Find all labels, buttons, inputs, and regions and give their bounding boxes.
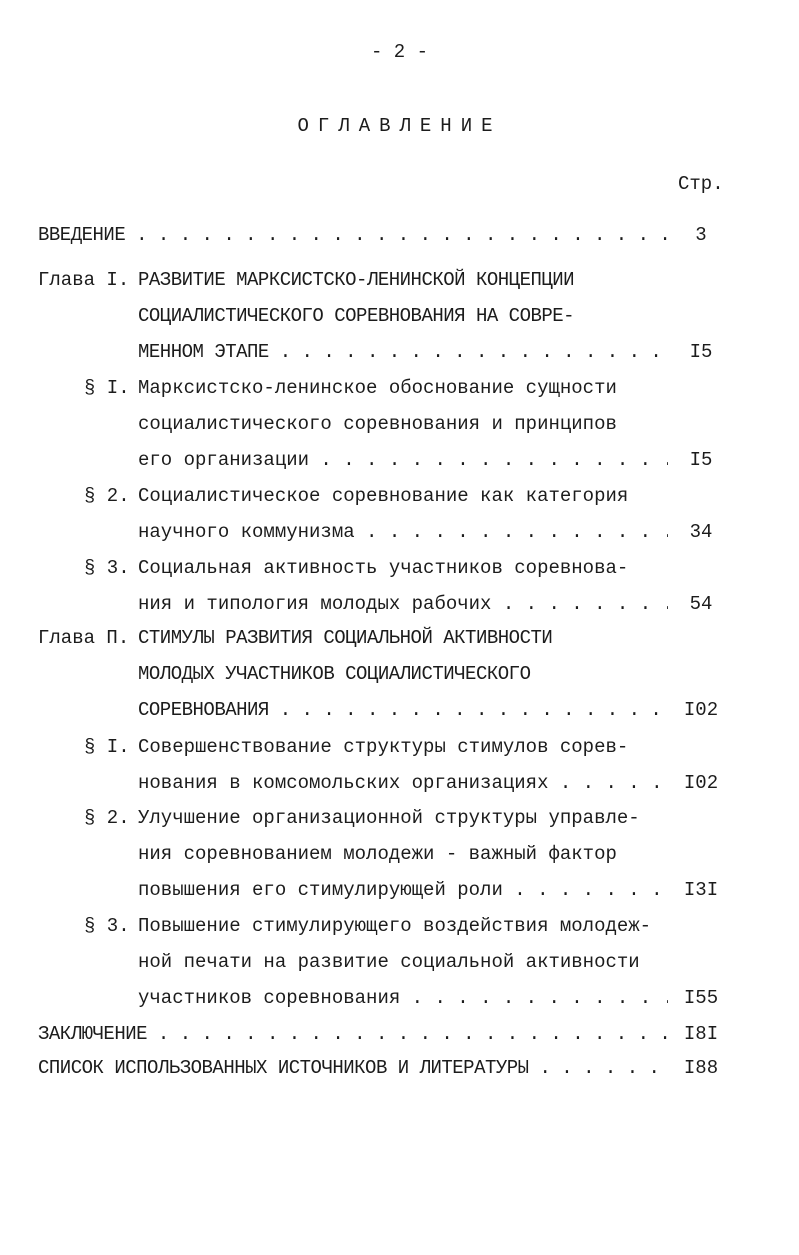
chapter-label: Глава I.: [38, 269, 130, 291]
chapter-title-line: СТИМУЛЫ РАЗВИТИЯ СОЦИАЛЬНОЙ АКТИВНОСТИ: [138, 627, 553, 649]
section-label: § 3.: [84, 915, 130, 937]
section-label: § 2.: [84, 485, 130, 507]
toc-entry-ch2-section-1[interactable]: [138, 771, 668, 795]
section-title-line: Социальная активность участников соревнова-: [138, 557, 629, 579]
section-title-line: ной печати на развитие социальной активности: [138, 951, 640, 973]
section-label: § I.: [84, 736, 130, 758]
chapter-label: Глава П.: [38, 627, 130, 649]
section-title-line: повышения его стимулирующей роли: [138, 879, 503, 901]
entry-title: СПИСОК ИСПОЛЬЗОВАННЫХ ИСТОЧНИКОВ И ЛИТЕРАТУРЫ: [38, 1057, 529, 1079]
entry-page-number: I88: [683, 1057, 719, 1079]
section-title-line: научного коммунизма: [138, 521, 355, 543]
entry-page-number: I5: [689, 449, 713, 471]
entry-page-number: 34: [689, 521, 713, 543]
entry-page-number: I02: [683, 699, 719, 721]
toc-entry-ch1-section-2[interactable]: [138, 520, 668, 544]
entry-page-number: I3I: [683, 879, 719, 901]
toc-entry-chapter-1[interactable]: [138, 340, 668, 364]
section-title-line: участников соревнования: [138, 987, 401, 1009]
entry-page-number: I8I: [683, 1023, 719, 1045]
section-title-line: ния соревнованием молодежи - важный фактор: [138, 843, 617, 865]
section-title-line: ния и типология молодых рабочих: [138, 593, 492, 615]
toc-entry-ch1-section-3[interactable]: [138, 592, 668, 616]
entry-page-number: 54: [689, 593, 713, 615]
toc-entry-ch2-section-3[interactable]: [138, 986, 668, 1010]
section-label: § I.: [84, 377, 130, 399]
section-title-line: Марксистско-ленинское обоснование сущности: [138, 377, 617, 399]
section-title-line: социалистического соревнования и принципов: [138, 413, 617, 435]
entry-page-number: I5: [689, 341, 713, 363]
toc-entry-introduction[interactable]: [38, 223, 668, 247]
page-number: - 2 -: [370, 41, 428, 63]
entry-title: ЗАКЛЮЧЕНИЕ: [38, 1023, 148, 1045]
chapter-title-line: РАЗВИТИЕ МАРКСИСТСКО-ЛЕНИНСКОЙ КОНЦЕПЦИИ: [138, 269, 575, 291]
toc-entry-bibliography[interactable]: [38, 1056, 668, 1080]
section-title-line: Улучшение организационной структуры управле-: [138, 807, 640, 829]
section-title-line: нования в комсомольских организациях: [138, 772, 549, 794]
entry-page-number: I55: [683, 987, 719, 1009]
toc-entry-ch2-section-2[interactable]: [138, 878, 668, 902]
section-label: § 3.: [84, 557, 130, 579]
toc-title: ОГЛАВЛЕНИЕ: [297, 115, 502, 137]
pages-column-header: Стр.: [678, 173, 724, 195]
chapter-title-line: МЕННОМ ЭТАПЕ: [138, 341, 269, 363]
chapter-title-line: МОЛОДЫХ УЧАСТНИКОВ СОЦИАЛИСТИЧЕСКОГО: [138, 663, 531, 685]
entry-page-number: 3: [695, 224, 707, 246]
toc-entry-conclusion[interactable]: [38, 1022, 668, 1046]
entry-page-number: I02: [683, 772, 719, 794]
section-title-line: Социалистическое соревнование как категория: [138, 485, 629, 507]
section-title-line: Совершенствование структуры стимулов сорев-: [138, 736, 629, 758]
section-title-line: его организации: [138, 449, 310, 471]
chapter-title-line: СОЦИАЛИСТИЧЕСКОГО СОРЕВНОВАНИЯ НА СОВРЕ-: [138, 305, 575, 327]
section-label: § 2.: [84, 807, 130, 829]
toc-entry-ch1-section-1[interactable]: [138, 448, 668, 472]
chapter-title-line: СОРЕВНОВАНИЯ: [138, 699, 269, 721]
section-title-line: Повышение стимулирующего воздействия молодеж-: [138, 915, 652, 937]
entry-title: ВВЕДЕНИЕ: [38, 224, 126, 246]
toc-entry-chapter-2[interactable]: [138, 698, 668, 722]
